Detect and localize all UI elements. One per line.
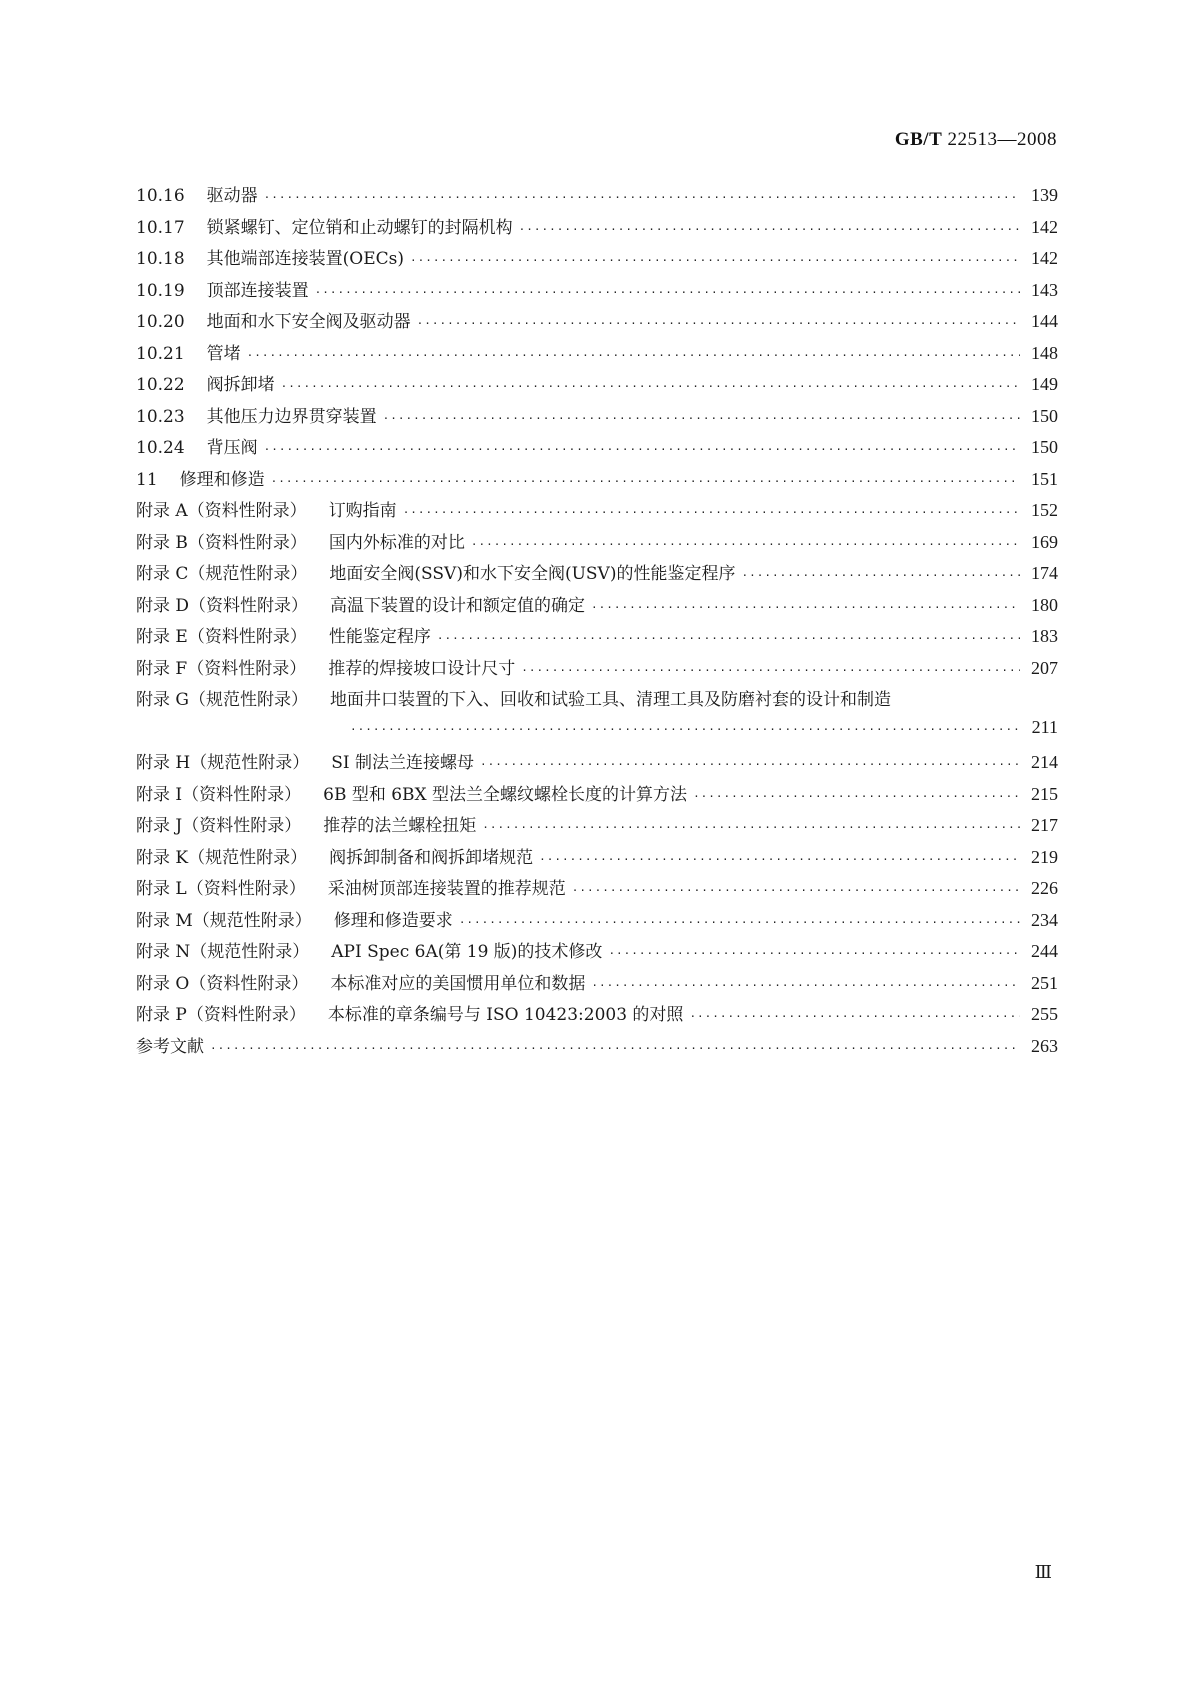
- toc-entry[interactable]: [136, 181, 1058, 213]
- toc-entry-title: 锁紧螺钉、定位销和止动螺钉的封隔机构: [206, 217, 513, 238]
- toc-entry-number: 附录 H（规范性附录）: [136, 753, 310, 773]
- toc-entry-number: 附录 I（资料性附录）: [136, 784, 302, 805]
- dot-leader: [383, 412, 1020, 425]
- dot-leader: [264, 443, 1020, 456]
- dot-leader: [572, 884, 1020, 897]
- toc-entry-number: 附录 L（资料性附录）: [136, 879, 306, 899]
- dot-leader: [689, 1010, 1020, 1023]
- toc-entry-number: 10.24: [136, 438, 185, 458]
- toc-entry-number: 附录 F（资料性附录）: [136, 658, 307, 679]
- toc-entry-page: 183: [1031, 626, 1058, 646]
- toc-entry[interactable]: [136, 811, 1058, 843]
- toc-entry-number: 附录 K（规范性附录）: [136, 847, 308, 868]
- dot-leader: [247, 349, 1020, 362]
- toc-entry-page: 244: [1031, 941, 1058, 961]
- toc-entry-number: 附录 P（资料性附录）: [136, 1005, 306, 1025]
- toc-entry-title: 参考文献: [136, 1036, 204, 1057]
- toc-entry[interactable]: [136, 528, 1058, 560]
- toc-entry-title: 顶部连接装置: [206, 280, 309, 301]
- toc-entry[interactable]: [136, 276, 1058, 308]
- toc-entry-number: 10.16: [136, 186, 185, 206]
- toc-entry-number: 10.21: [136, 343, 185, 364]
- toc-entry-number: 附录 C（规范性附录）: [136, 564, 308, 584]
- dot-leader: [480, 758, 1020, 771]
- dot-leader: [482, 821, 1020, 834]
- toc-entry-page: 214: [1031, 752, 1058, 772]
- toc-entry[interactable]: [136, 685, 1058, 717]
- toc-entry[interactable]: [136, 496, 1058, 528]
- toc-entry-number: 附录 G（规范性附录）: [136, 690, 308, 710]
- toc-entry[interactable]: [136, 1032, 1058, 1064]
- toc-entry-page: 142: [1031, 216, 1058, 237]
- toc-entry-page: 152: [1031, 500, 1058, 520]
- dot-leader: [271, 475, 1020, 488]
- toc-entry-title: 本标准的章条编号与 ISO 10423:2003 的对照: [327, 1005, 684, 1025]
- standard-number: 22513—2008: [947, 129, 1057, 150]
- toc-entry-continuation[interactable]: [136, 717, 1058, 749]
- toc-entry-title: 推荐的法兰螺栓扭矩: [323, 816, 477, 836]
- toc-entry-title: 驱动器: [206, 186, 258, 206]
- toc-entry-page: 150: [1031, 405, 1058, 426]
- toc-entry-title: 国内外标准的对比: [328, 532, 465, 553]
- toc-entry-page: 226: [1031, 878, 1058, 898]
- toc-entry-title: 订购指南: [328, 501, 397, 521]
- toc-entry-page: 150: [1031, 437, 1058, 457]
- toc-entry-title: 修理和修造要求: [333, 910, 453, 931]
- toc-entry-page: 255: [1031, 1004, 1058, 1024]
- toc-entry-page: 149: [1031, 374, 1058, 394]
- dot-leader: [281, 380, 1020, 393]
- toc-entry-page: 251: [1031, 972, 1058, 993]
- toc-entry-number: 附录 B（资料性附录）: [136, 532, 307, 553]
- toc-entry[interactable]: [136, 402, 1058, 434]
- toc-entry[interactable]: [136, 654, 1058, 686]
- toc-entry-number: 附录 E（资料性附录）: [136, 627, 307, 647]
- toc-entry-number: 附录 M（规范性附录）: [136, 910, 312, 931]
- toc-entry-title: 地面井口装置的下入、回收和试验工具、清理工具及防磨衬套的设计和制造: [329, 690, 891, 710]
- page-number: Ⅲ: [1034, 1562, 1051, 1582]
- dot-leader: [521, 664, 1020, 677]
- toc-entry-number: 附录 D（资料性附录）: [136, 595, 309, 616]
- toc-entry[interactable]: [136, 906, 1058, 938]
- toc-entry[interactable]: [136, 622, 1058, 654]
- toc-entry-title: 性能鉴定程序: [328, 627, 431, 647]
- dot-leader: [417, 317, 1020, 330]
- table-of-contents: [136, 181, 1058, 1063]
- toc-entry-page: 215: [1031, 783, 1058, 804]
- toc-entry-title: 推荐的焊接坡口设计尺寸: [328, 658, 516, 679]
- toc-entry[interactable]: [136, 339, 1058, 371]
- toc-entry[interactable]: [136, 748, 1058, 780]
- toc-entry-page: 211: [1031, 716, 1058, 737]
- toc-entry-number: 10.19: [136, 280, 185, 301]
- toc-entry[interactable]: [136, 1000, 1058, 1032]
- toc-entry-page: 151: [1031, 468, 1058, 489]
- toc-entry-page: 263: [1031, 1035, 1058, 1056]
- toc-entry-page: 180: [1031, 594, 1058, 615]
- toc-entry-title: 背压阀: [206, 438, 258, 458]
- toc-entry[interactable]: [136, 969, 1058, 1001]
- toc-entry-page: 169: [1031, 531, 1058, 552]
- toc-entry-page: 142: [1031, 248, 1058, 268]
- toc-entry-number: 附录 J（资料性附录）: [136, 816, 302, 836]
- dot-leader: [608, 947, 1020, 960]
- toc-entry-number: 10.23: [136, 406, 185, 427]
- toc-entry-number: 附录 A（资料性附录）: [136, 501, 307, 521]
- toc-entry[interactable]: [136, 307, 1058, 339]
- toc-entry[interactable]: [136, 244, 1058, 276]
- dot-leader: [350, 723, 1020, 736]
- toc-entry[interactable]: [136, 874, 1058, 906]
- toc-entry-title: 地面安全阀(SSV)和水下安全阀(USV)的性能鉴定程序: [329, 564, 736, 584]
- dot-leader: [741, 569, 1020, 582]
- toc-entry-page: 234: [1031, 909, 1058, 930]
- toc-entry-page: 219: [1031, 846, 1058, 867]
- dot-leader: [210, 1042, 1020, 1055]
- toc-entry[interactable]: [136, 559, 1058, 591]
- dot-leader: [437, 632, 1020, 645]
- dot-leader: [264, 191, 1020, 204]
- toc-entry-page: 139: [1031, 185, 1058, 205]
- toc-entry-title: 高温下装置的设计和额定值的确定: [330, 595, 586, 616]
- toc-entry-title: API Spec 6A(第 19 版)的技术修改: [331, 942, 603, 962]
- toc-entry-number: 10.22: [136, 375, 185, 395]
- toc-entry-number: 10.18: [136, 249, 185, 269]
- toc-entry-title: 阀拆卸制备和阀拆卸堵规范: [329, 847, 534, 868]
- toc-entry[interactable]: [136, 843, 1058, 875]
- toc-entry[interactable]: [136, 937, 1058, 969]
- toc-entry-number: 10.17: [136, 217, 185, 238]
- toc-entry[interactable]: [136, 780, 1058, 812]
- dot-leader: [519, 223, 1020, 236]
- toc-entry-page: 143: [1031, 279, 1058, 300]
- dot-leader: [459, 916, 1020, 929]
- toc-entry-number: 10.20: [136, 312, 185, 332]
- dot-leader: [471, 538, 1020, 551]
- dot-leader: [693, 790, 1020, 803]
- toc-entry-title: 6B 型和 6BX 型法兰全螺纹螺栓长度的计算方法: [323, 784, 688, 805]
- toc-entry-number: 附录 N（规范性附录）: [136, 942, 310, 962]
- toc-entry-title: 其他端部连接装置(OECs): [206, 249, 405, 269]
- toc-entry[interactable]: [136, 370, 1058, 402]
- dot-leader: [403, 506, 1020, 519]
- toc-entry-page: 148: [1031, 342, 1058, 363]
- toc-entry-page: 207: [1031, 657, 1058, 678]
- standard-header: [895, 129, 1057, 151]
- toc-entry-page: 144: [1031, 311, 1058, 331]
- toc-entry-title: 本标准对应的美国惯用单位和数据: [330, 973, 586, 994]
- standard-code: GB/T: [894, 129, 943, 150]
- toc-entry[interactable]: [136, 591, 1058, 623]
- toc-entry-title: 其他压力边界贯穿装置: [206, 406, 377, 427]
- dot-leader: [315, 286, 1020, 299]
- toc-entry-page: 174: [1031, 563, 1058, 583]
- dot-leader: [410, 254, 1020, 267]
- toc-entry-title: 管堵: [206, 343, 241, 364]
- toc-entry-page: 217: [1031, 815, 1058, 835]
- dot-leader: [539, 853, 1020, 866]
- dot-leader: [591, 979, 1020, 992]
- toc-entry-title: SI 制法兰连接螺母: [331, 753, 474, 773]
- toc-entry-title: 修理和修造: [179, 469, 265, 490]
- toc-entry-number: 11: [136, 469, 158, 490]
- toc-entry-title: 地面和水下安全阀及驱动器: [206, 312, 411, 332]
- toc-entry-number: 附录 O（资料性附录）: [136, 973, 309, 994]
- toc-entry[interactable]: [136, 465, 1058, 497]
- toc-entry[interactable]: [136, 433, 1058, 465]
- toc-entry-title: 采油树顶部连接装置的推荐规范: [327, 879, 566, 899]
- dot-leader: [591, 601, 1020, 614]
- toc-entry[interactable]: [136, 213, 1058, 245]
- toc-entry-title: 阀拆卸堵: [206, 375, 275, 395]
